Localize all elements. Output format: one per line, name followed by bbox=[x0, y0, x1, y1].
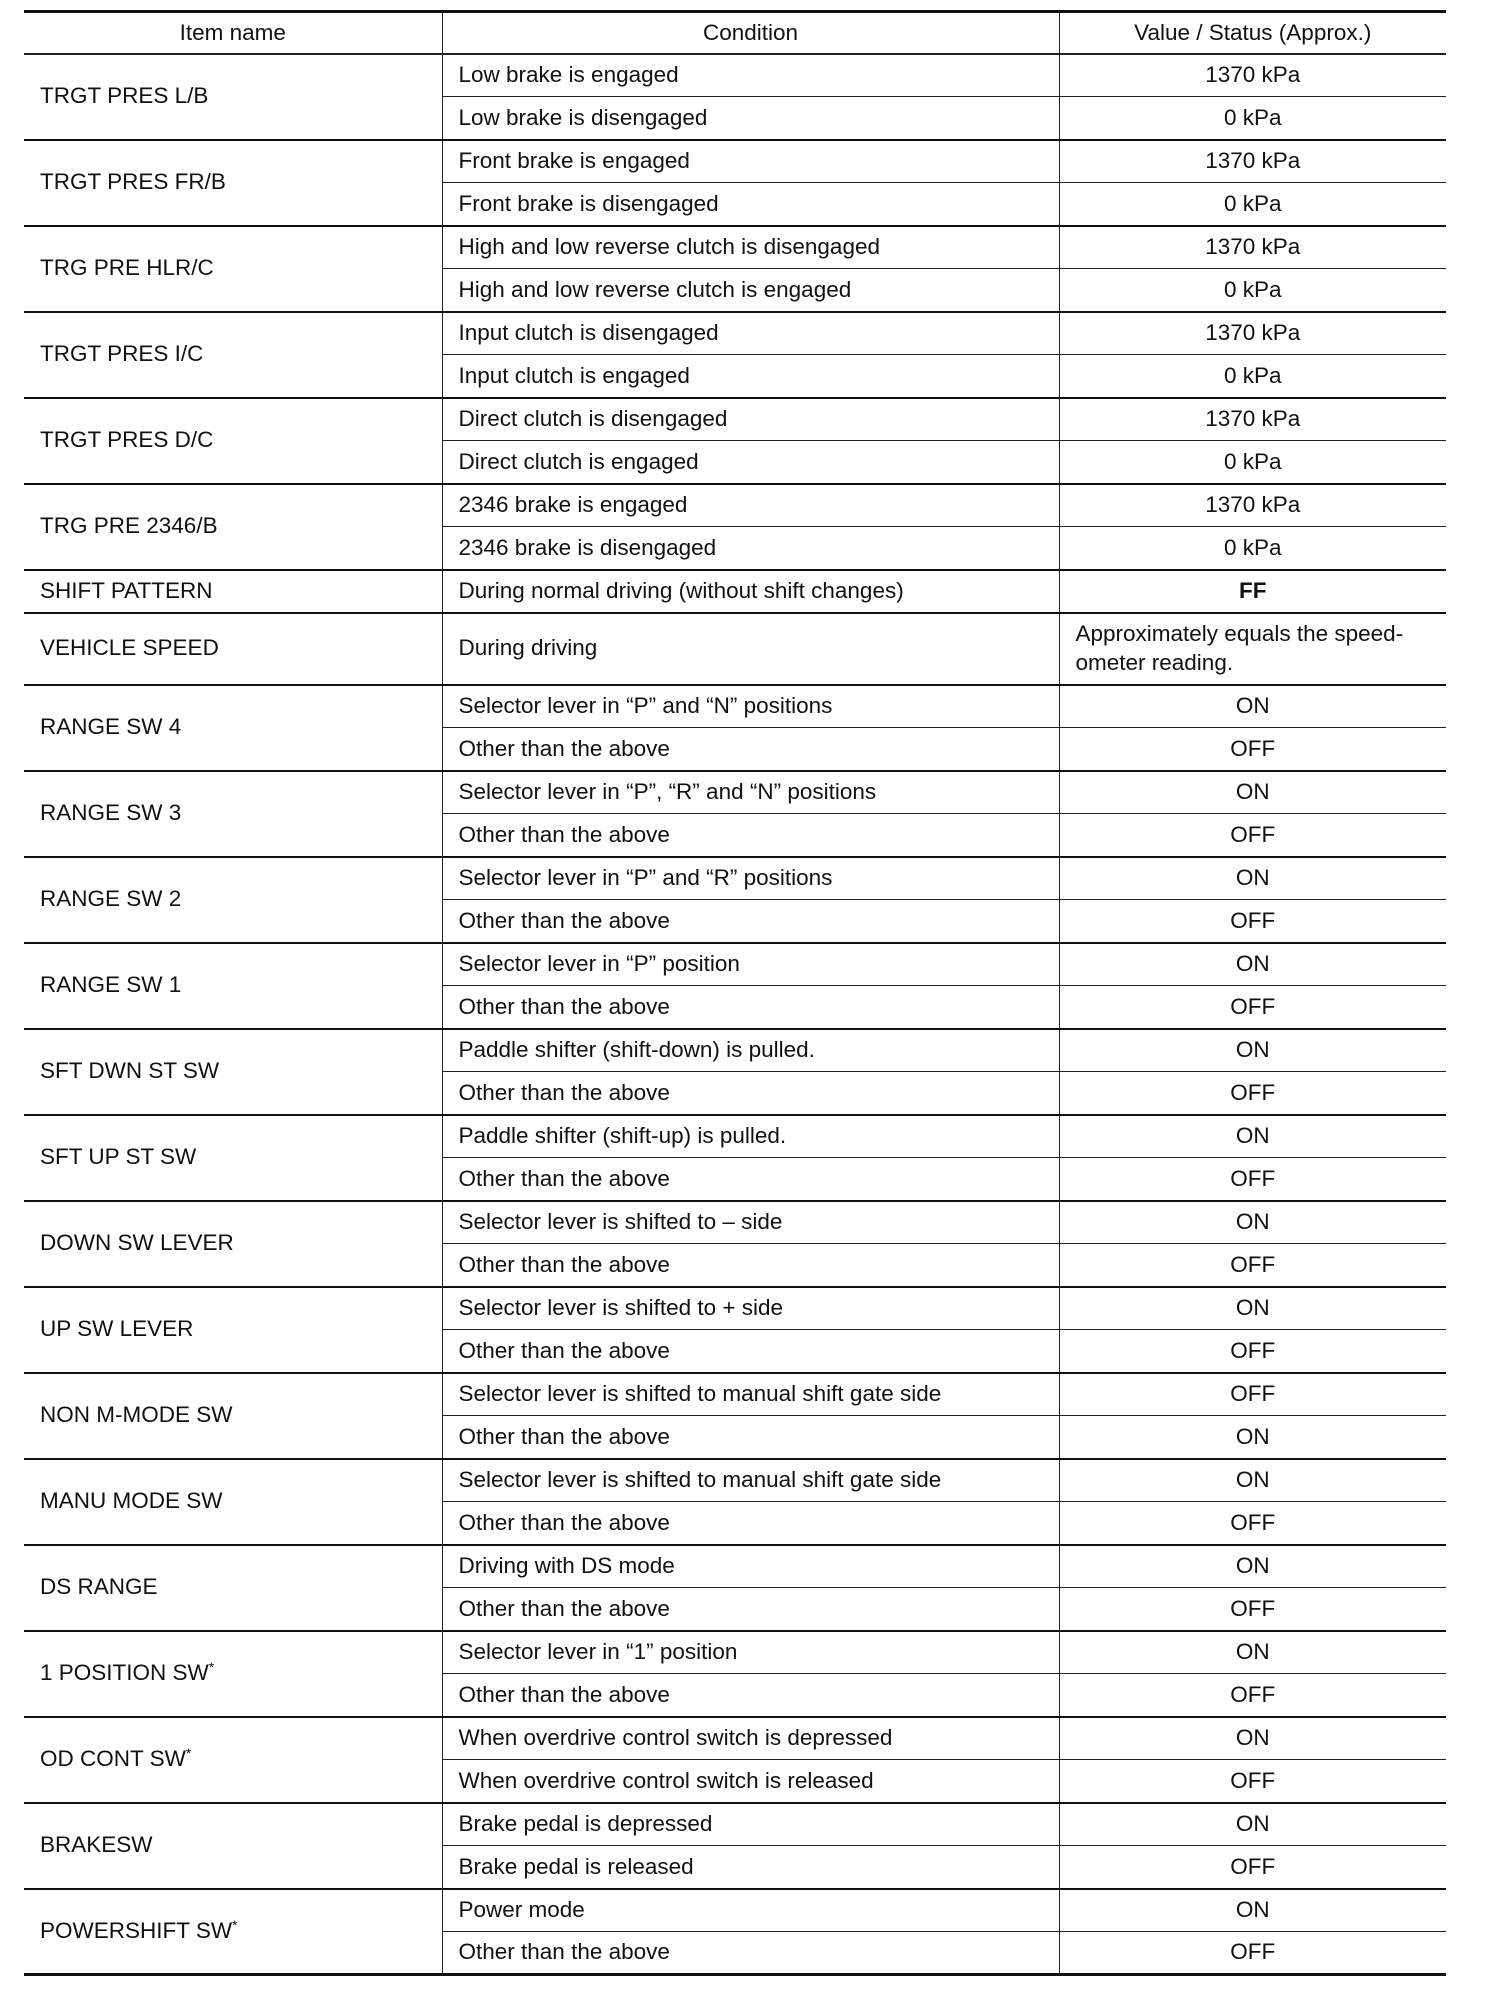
header-row bbox=[24, 12, 1446, 54]
item-name-cell bbox=[24, 1545, 442, 1631]
condition-cell: Other than the above bbox=[442, 1072, 1059, 1115]
condition-cell: Front brake is disengaged bbox=[442, 183, 1059, 226]
condition-cell: Selector lever in “P” and “R” positions bbox=[442, 857, 1059, 900]
value-cell: 0 kPa bbox=[1059, 269, 1446, 312]
footnote-mark: * bbox=[208, 1659, 215, 1676]
item-group bbox=[24, 54, 1446, 140]
item-name: RANGE SW 3 bbox=[40, 800, 182, 826]
condition-cell: Selector lever is shifted to manual shift gate side bbox=[442, 1459, 1059, 1502]
item-name: RANGE SW 2 bbox=[40, 886, 182, 912]
item-name-cell bbox=[24, 226, 442, 312]
item-name: TRG PRE 2346/B bbox=[40, 513, 218, 539]
table-row bbox=[24, 570, 1446, 613]
item-name-cell bbox=[24, 1717, 442, 1803]
table-row bbox=[24, 1201, 1446, 1244]
value-cell: ON bbox=[1059, 1201, 1446, 1244]
condition-cell: Other than the above bbox=[442, 900, 1059, 943]
item-name: UP SW LEVER bbox=[40, 1316, 194, 1342]
item-name-cell bbox=[24, 1889, 442, 1975]
value-cell: 1370 kPa bbox=[1059, 54, 1446, 97]
item-name-cell bbox=[24, 1803, 442, 1889]
value-cell: ON bbox=[1059, 1459, 1446, 1502]
value-cell: 1370 kPa bbox=[1059, 226, 1446, 269]
value-cell: ON bbox=[1059, 1717, 1446, 1760]
item-name: TRGT PRES FR/B bbox=[40, 169, 226, 195]
item-group bbox=[24, 685, 1446, 771]
value-cell: 1370 kPa bbox=[1059, 484, 1446, 527]
item-name: RANGE SW 1 bbox=[40, 972, 182, 998]
value-cell: 0 kPa bbox=[1059, 97, 1446, 140]
value-cell: 1370 kPa bbox=[1059, 140, 1446, 183]
condition-cell: Other than the above bbox=[442, 1330, 1059, 1373]
condition-cell: Selector lever is shifted to + side bbox=[442, 1287, 1059, 1330]
table-row bbox=[24, 398, 1446, 441]
value-cell: 0 kPa bbox=[1059, 527, 1446, 570]
condition-cell: Selector lever is shifted to manual shift gate side bbox=[442, 1373, 1059, 1416]
value-cell: ON bbox=[1059, 1631, 1446, 1674]
value-cell: 1370 kPa bbox=[1059, 312, 1446, 355]
value-cell: 0 kPa bbox=[1059, 355, 1446, 398]
item-name-cell bbox=[24, 613, 442, 685]
item-name: RANGE SW 4 bbox=[40, 714, 182, 740]
item-group bbox=[24, 140, 1446, 226]
table-header bbox=[24, 12, 1446, 54]
item-name-cell bbox=[24, 771, 442, 857]
condition-cell: Paddle shifter (shift-up) is pulled. bbox=[442, 1115, 1059, 1158]
table-row bbox=[24, 226, 1446, 269]
footnote-mark: * bbox=[185, 1745, 192, 1762]
condition-cell: Other than the above bbox=[442, 1158, 1059, 1201]
condition-cell: 2346 brake is engaged bbox=[442, 484, 1059, 527]
item-name: SHIFT PATTERN bbox=[40, 577, 213, 603]
value-cell: OFF bbox=[1059, 1932, 1446, 1975]
table-row bbox=[24, 1287, 1446, 1330]
item-group bbox=[24, 1459, 1446, 1545]
condition-cell: Selector lever in “1” position bbox=[442, 1631, 1059, 1674]
condition-cell: Other than the above bbox=[442, 814, 1059, 857]
item-group bbox=[24, 1115, 1446, 1201]
header-condition: Condition bbox=[442, 12, 1059, 54]
footnote-mark: * bbox=[232, 1917, 238, 1934]
condition-cell: Brake pedal is released bbox=[442, 1846, 1059, 1889]
value-cell: ON bbox=[1059, 685, 1446, 728]
condition-cell: Driving with DS mode bbox=[442, 1545, 1059, 1588]
item-group bbox=[24, 312, 1446, 398]
item-name-cell bbox=[24, 1459, 442, 1545]
item-group bbox=[24, 398, 1446, 484]
item-name-cell bbox=[24, 1373, 442, 1459]
table-row bbox=[24, 1717, 1446, 1760]
item-name: TRG PRE HLR/C bbox=[40, 255, 214, 281]
item-name: VEHICLE SPEED bbox=[40, 635, 219, 661]
value-cell: ON bbox=[1059, 1889, 1446, 1932]
item-group bbox=[24, 1717, 1446, 1803]
value-cell: OFF bbox=[1059, 1588, 1446, 1631]
item-name-cell bbox=[24, 312, 442, 398]
condition-cell: Brake pedal is depressed bbox=[442, 1803, 1059, 1846]
value-cell: OFF bbox=[1059, 986, 1446, 1029]
condition-cell: During driving bbox=[442, 613, 1059, 685]
value-cell: ON bbox=[1059, 1029, 1446, 1072]
item-name-cell bbox=[24, 570, 442, 613]
table-row bbox=[24, 1631, 1446, 1674]
condition-cell: Other than the above bbox=[442, 1932, 1059, 1975]
condition-cell: Front brake is engaged bbox=[442, 140, 1059, 183]
item-name-cell bbox=[24, 943, 442, 1029]
condition-cell: Other than the above bbox=[442, 1416, 1059, 1459]
data-monitor-table bbox=[24, 10, 1446, 1976]
header-item-name: Item name bbox=[24, 12, 442, 54]
value-cell: OFF bbox=[1059, 1373, 1446, 1416]
item-group bbox=[24, 1889, 1446, 1975]
condition-cell: Paddle shifter (shift-down) is pulled. bbox=[442, 1029, 1059, 1072]
condition-cell: During normal driving (without shift changes) bbox=[442, 570, 1059, 613]
item-name: MANU MODE SW bbox=[40, 1488, 223, 1514]
value-cell: OFF bbox=[1059, 1846, 1446, 1889]
value-cell: ON bbox=[1059, 771, 1446, 814]
condition-cell: Other than the above bbox=[442, 1588, 1059, 1631]
value-cell: OFF bbox=[1059, 728, 1446, 771]
item-name: 1 POSITION SW bbox=[40, 1660, 209, 1686]
table-row bbox=[24, 1373, 1446, 1416]
table-row bbox=[24, 140, 1446, 183]
item-group bbox=[24, 613, 1446, 685]
item-name: BRAKESW bbox=[40, 1832, 153, 1858]
item-name: NON M-MODE SW bbox=[40, 1402, 233, 1428]
condition-cell: Other than the above bbox=[442, 1244, 1059, 1287]
value-cell: Approximately equals the speed-ometer reading. bbox=[1059, 613, 1446, 685]
item-name-cell bbox=[24, 140, 442, 226]
value-cell: ON bbox=[1059, 1287, 1446, 1330]
value-cell: ON bbox=[1059, 1115, 1446, 1158]
condition-cell: Other than the above bbox=[442, 1674, 1059, 1717]
item-name: SFT UP ST SW bbox=[40, 1144, 197, 1170]
item-name-cell bbox=[24, 1631, 442, 1717]
table-row bbox=[24, 312, 1446, 355]
item-name-cell bbox=[24, 1029, 442, 1115]
table-row bbox=[24, 943, 1446, 986]
item-group bbox=[24, 1287, 1446, 1373]
condition-cell: Direct clutch is disengaged bbox=[442, 398, 1059, 441]
item-group bbox=[24, 1201, 1446, 1287]
table-row bbox=[24, 1545, 1446, 1588]
item-group bbox=[24, 570, 1446, 613]
value-cell: OFF bbox=[1059, 900, 1446, 943]
condition-cell: High and low reverse clutch is disengaged bbox=[442, 226, 1059, 269]
value-cell: ON bbox=[1059, 1545, 1446, 1588]
item-group bbox=[24, 771, 1446, 857]
item-name: TRGT PRES L/B bbox=[40, 83, 209, 109]
item-group bbox=[24, 484, 1446, 570]
item-name-cell bbox=[24, 1201, 442, 1287]
item-group bbox=[24, 1631, 1446, 1717]
condition-cell: Other than the above bbox=[442, 728, 1059, 771]
item-group bbox=[24, 226, 1446, 312]
condition-cell: When overdrive control switch is depressed bbox=[442, 1717, 1059, 1760]
value-cell: OFF bbox=[1059, 1674, 1446, 1717]
item-name: POWERSHIFT SW bbox=[40, 1918, 233, 1944]
condition-cell: Low brake is disengaged bbox=[442, 97, 1059, 140]
table-row bbox=[24, 771, 1446, 814]
item-group bbox=[24, 943, 1446, 1029]
value-cell: FF bbox=[1059, 570, 1446, 613]
item-name: TRGT PRES I/C bbox=[40, 341, 204, 367]
table-row bbox=[24, 1803, 1446, 1846]
value-cell: OFF bbox=[1059, 1244, 1446, 1287]
item-name: SFT DWN ST SW bbox=[40, 1058, 220, 1084]
item-name-cell bbox=[24, 857, 442, 943]
item-name-cell bbox=[24, 1287, 442, 1373]
value-cell: ON bbox=[1059, 1416, 1446, 1459]
condition-cell: Input clutch is disengaged bbox=[442, 312, 1059, 355]
item-name: OD CONT SW bbox=[40, 1746, 186, 1772]
header-value-status: Value / Status (Approx.) bbox=[1059, 12, 1446, 54]
condition-cell: Other than the above bbox=[442, 1502, 1059, 1545]
value-cell: 0 kPa bbox=[1059, 441, 1446, 484]
condition-cell: Selector lever is shifted to – side bbox=[442, 1201, 1059, 1244]
item-name-cell bbox=[24, 484, 442, 570]
item-group bbox=[24, 1029, 1446, 1115]
table-row bbox=[24, 1889, 1446, 1932]
condition-cell: When overdrive control switch is released bbox=[442, 1760, 1059, 1803]
condition-cell: Direct clutch is engaged bbox=[442, 441, 1059, 484]
table-row bbox=[24, 1029, 1446, 1072]
value-cell: 1370 kPa bbox=[1059, 398, 1446, 441]
value-cell: OFF bbox=[1059, 1072, 1446, 1115]
table-row bbox=[24, 613, 1446, 685]
item-name: DOWN SW LEVER bbox=[40, 1230, 234, 1256]
condition-cell: Other than the above bbox=[442, 986, 1059, 1029]
item-group bbox=[24, 1373, 1446, 1459]
item-name: TRGT PRES D/C bbox=[40, 427, 214, 453]
table-row bbox=[24, 1459, 1446, 1502]
item-name-cell bbox=[24, 1115, 442, 1201]
condition-cell: Input clutch is engaged bbox=[442, 355, 1059, 398]
table-row bbox=[24, 857, 1446, 900]
value-cell: 0 kPa bbox=[1059, 183, 1446, 226]
table-row bbox=[24, 1115, 1446, 1158]
condition-cell: Selector lever in “P” position bbox=[442, 943, 1059, 986]
condition-cell: Selector lever in “P”, “R” and “N” positions bbox=[442, 771, 1059, 814]
item-group bbox=[24, 1803, 1446, 1889]
value-cell: OFF bbox=[1059, 1502, 1446, 1545]
item-name: DS RANGE bbox=[40, 1574, 158, 1600]
item-name-cell bbox=[24, 54, 442, 140]
value-cell: ON bbox=[1059, 943, 1446, 986]
value-cell: OFF bbox=[1059, 1158, 1446, 1201]
table-row bbox=[24, 484, 1446, 527]
condition-cell: High and low reverse clutch is engaged bbox=[442, 269, 1059, 312]
value-cell: OFF bbox=[1059, 1760, 1446, 1803]
value-cell: OFF bbox=[1059, 814, 1446, 857]
table-row bbox=[24, 685, 1446, 728]
table-row bbox=[24, 54, 1446, 97]
item-name-cell bbox=[24, 398, 442, 484]
item-name-cell bbox=[24, 685, 442, 771]
condition-cell: Low brake is engaged bbox=[442, 54, 1059, 97]
item-group bbox=[24, 1545, 1446, 1631]
value-cell: ON bbox=[1059, 1803, 1446, 1846]
value-cell: OFF bbox=[1059, 1330, 1446, 1373]
condition-cell: 2346 brake is disengaged bbox=[442, 527, 1059, 570]
condition-cell: Power mode bbox=[442, 1889, 1059, 1932]
value-cell: ON bbox=[1059, 857, 1446, 900]
item-group bbox=[24, 857, 1446, 943]
condition-cell: Selector lever in “P” and “N” positions bbox=[442, 685, 1059, 728]
